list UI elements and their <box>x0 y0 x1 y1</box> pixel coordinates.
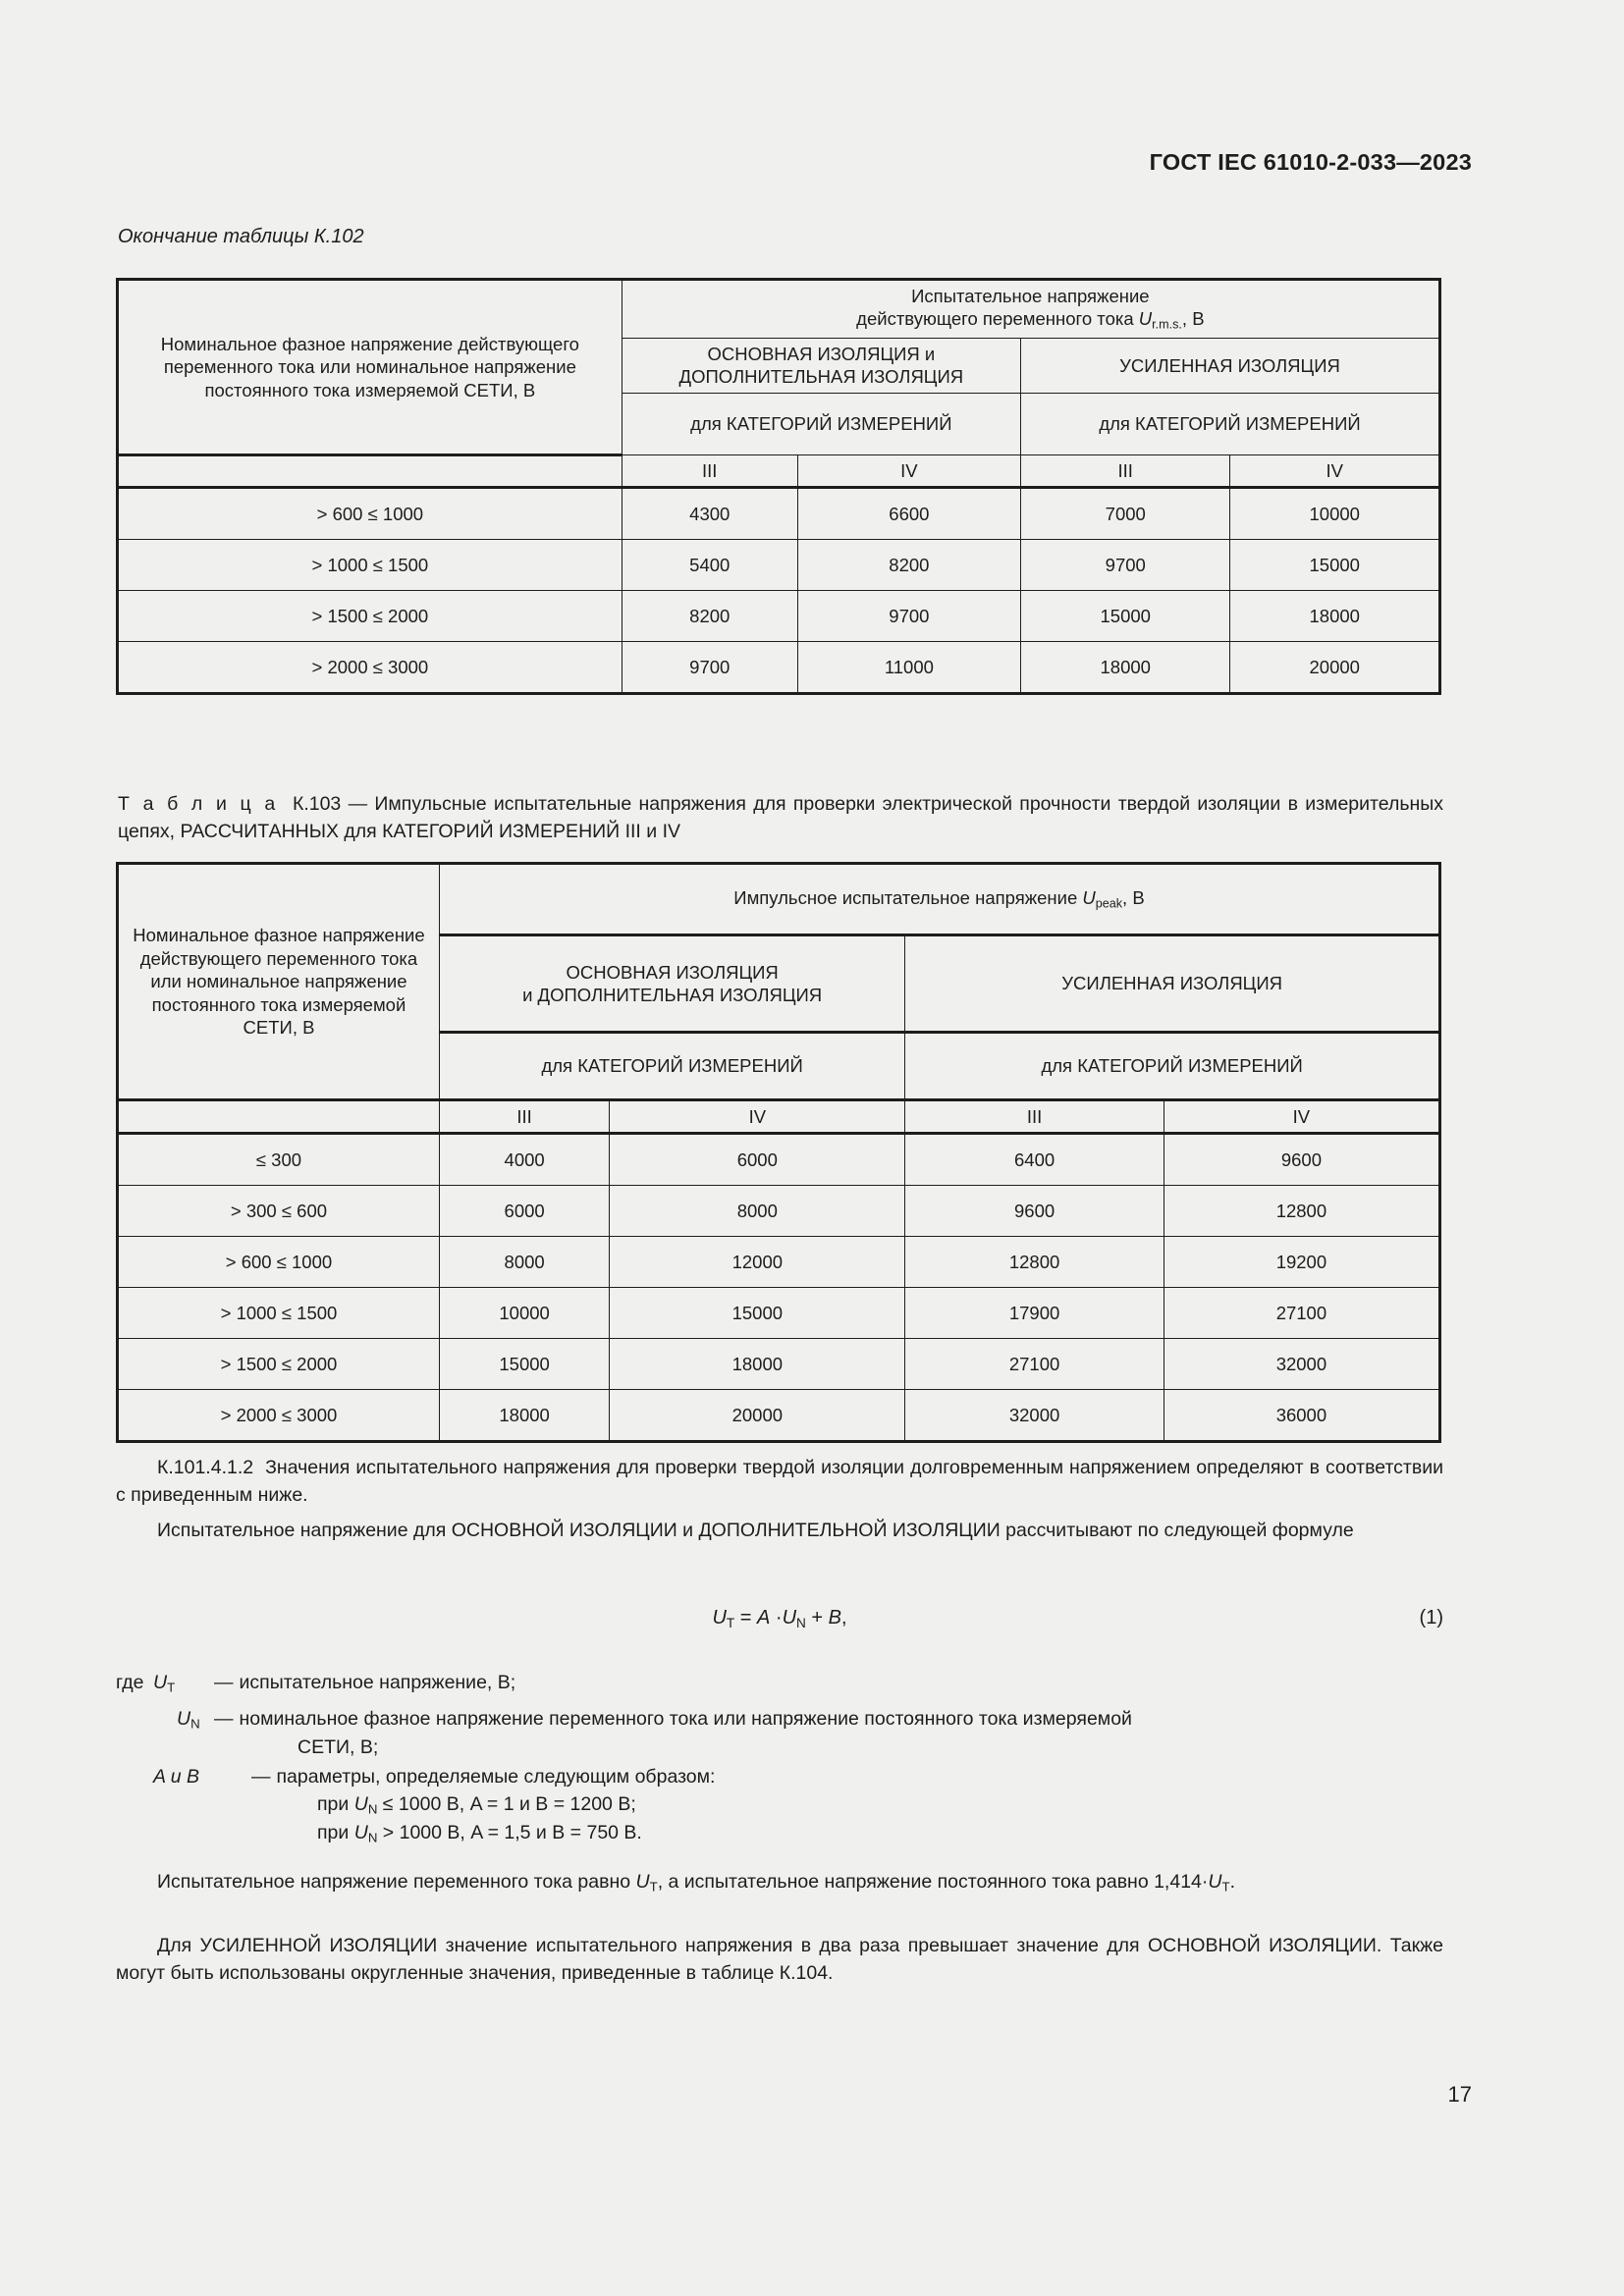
definition-ut-symbol-sub: T <box>167 1680 176 1695</box>
definition-un-text-continued: СЕТИ, В; <box>298 1735 379 1758</box>
k103-row-3-value-0: 10000 <box>439 1288 609 1339</box>
k103-row-3-value-3: 27100 <box>1164 1288 1439 1339</box>
k102-row-0-value-2: 7000 <box>1021 488 1230 540</box>
clause-paragraph-3-symbol-2-sub: T <box>1221 1879 1230 1895</box>
clause-paragraph-3-symbol-1: U <box>635 1871 650 1893</box>
k102-row-1-value-2: 9700 <box>1021 540 1230 591</box>
k103-category-col-3: III <box>905 1100 1164 1134</box>
clause-paragraph-1-text <box>116 1454 1443 1509</box>
k102-group-basic-line1: ОСНОВНАЯ ИЗОЛЯЦИЯ и <box>707 343 936 364</box>
k102-row-0-value-3: 10000 <box>1230 488 1440 540</box>
k102-row-0-value-1: 6600 <box>797 488 1020 540</box>
definition-ab-case-2-pre: при <box>317 1822 354 1844</box>
definition-un-symbol <box>153 1705 214 1734</box>
k102-category-col-3: III <box>1021 454 1230 487</box>
k102-spanning-header-symbol: U <box>1138 308 1153 330</box>
k102-row-0-range: > 600 ≤ 1000 <box>118 488 623 540</box>
clause-paragraph-2-text: Испытательное напряжение для ОСНОВНОЙ ИЗОЛЯЦИИ и ДОПОЛНИТЕЛЬНОЙ ИЗОЛЯЦИИ рассчитывают по следующей формуле <box>157 1520 1354 1541</box>
clause-paragraph-4 <box>116 1932 1443 1987</box>
definition-ab-case-1-symbol: U <box>353 1793 368 1816</box>
k103-spanning-header-pre: Импульсное испытательное напряжение <box>733 886 1083 908</box>
table-row <box>118 642 1440 694</box>
k102-row-3-range: > 2000 ≤ 3000 <box>118 642 623 694</box>
definition-ab-case-2-symbol: U <box>353 1822 368 1844</box>
definition-ab <box>116 1761 1443 1790</box>
table-k103-caption-dash: — <box>348 793 368 815</box>
k102-row-1-range: > 1000 ≤ 1500 <box>118 540 623 591</box>
k103-row-0-range: ≤ 300 <box>118 1134 440 1186</box>
k102-category-col-4: IV <box>1230 454 1440 487</box>
k103-category-col-2: IV <box>610 1100 905 1134</box>
k103-row-4-range: > 1500 ≤ 2000 <box>118 1339 440 1390</box>
clause-paragraph-3-symbol-2: U <box>1208 1871 1222 1893</box>
k103-row-0-value-3: 9600 <box>1164 1134 1439 1186</box>
k102-row-header-label: Номинальное фазное напряжение действующего переменного тока или номинальное напряжение постоянного тока измеряемой СЕТИ, В <box>118 280 623 455</box>
k102-row-1-value-0: 5400 <box>622 540 797 591</box>
k102-row-2-value-2: 15000 <box>1021 591 1230 642</box>
clause-paragraph-3-part-a: Испытательное напряжение переменного тока равно <box>157 1871 636 1893</box>
formula-row <box>116 1607 1443 1630</box>
k103-row-3-value-1: 15000 <box>610 1288 905 1339</box>
k103-row-2-value-1: 12000 <box>610 1237 905 1288</box>
k102-categories-right: для КАТЕГОРИЙ ИЗМЕРЕНИЙ <box>1021 393 1440 454</box>
k102-spanning-header-symbol-sub: r.m.s. <box>1152 318 1182 332</box>
k103-row-4-value-1: 18000 <box>610 1339 905 1390</box>
k102-row-3-value-1: 11000 <box>797 642 1020 694</box>
clause-paragraph-4-text: Для УСИЛЕННОЙ ИЗОЛЯЦИИ значение испытательного напряжения в два раза превышает значение для ОСНОВНОЙ ИЗОЛЯЦИИ. Также могут быть использованы округленные значения, приведенные в таблице К.104. <box>116 1935 1443 1985</box>
formula-symbol-b: B <box>828 1607 841 1629</box>
k103-group-basic <box>439 935 904 1033</box>
k103-row-0-value-0: 4000 <box>439 1134 609 1186</box>
definition-ab-case-1-sub: N <box>367 1802 378 1818</box>
table-k103-caption-number: К.103 <box>292 793 342 815</box>
definition-ab-dash: — <box>251 1766 271 1789</box>
k103-group-basic-line2: и ДОПОЛНИТЕЛЬНАЯ ИЗОЛЯЦИЯ <box>522 985 823 1005</box>
table-k102 <box>116 278 1441 695</box>
k103-corner-blank <box>118 1100 440 1134</box>
table-row <box>118 1390 1440 1442</box>
formula-expression: $U_T = A \cdot U_N + B$, <box>712 1607 847 1630</box>
table-k103 <box>116 862 1441 1443</box>
k103-row-5-value-0: 18000 <box>439 1390 609 1442</box>
k102-category-col-1: III <box>622 454 797 487</box>
k103-row-1-value-2: 9600 <box>905 1186 1164 1237</box>
k103-category-col-4: IV <box>1164 1100 1439 1134</box>
formula-number: (1) <box>1419 1607 1443 1629</box>
definition-ab-symbol: A и B <box>153 1766 199 1789</box>
k102-categories-left: для КАТЕГОРИЙ ИЗМЕРЕНИЙ <box>622 393 1020 454</box>
definition-ab-text: параметры, определяемые следующим образом: <box>276 1766 716 1789</box>
k103-row-5-value-1: 20000 <box>610 1390 905 1442</box>
where-label: где <box>116 1672 144 1693</box>
table-row <box>118 488 1440 540</box>
k102-row-1-value-1: 8200 <box>797 540 1020 591</box>
k103-spanning-header-symbol-sub: peak <box>1095 896 1123 911</box>
table-row <box>118 1237 1440 1288</box>
k103-row-3-range: > 1000 ≤ 1500 <box>118 1288 440 1339</box>
k102-row-2-range: > 1500 ≤ 2000 <box>118 591 623 642</box>
k103-spanning-header <box>439 864 1439 935</box>
k103-row-2-value-0: 8000 <box>439 1237 609 1288</box>
definition-ab-case-1-pre: при <box>317 1793 354 1816</box>
formula-symbol-ut: U <box>712 1607 727 1629</box>
k102-corner-blank <box>118 454 623 487</box>
k103-row-0-value-2: 6400 <box>905 1134 1164 1186</box>
definition-ab-case-2 <box>116 1819 1443 1847</box>
k103-row-2-range: > 600 ≤ 1000 <box>118 1237 440 1288</box>
table-row <box>118 1186 1440 1237</box>
clause-paragraph-3-symbol-1-sub: T <box>649 1879 658 1895</box>
k102-row-3-value-2: 18000 <box>1021 642 1230 694</box>
table-row <box>118 864 1440 935</box>
k103-spanning-header-post: , В <box>1122 886 1145 908</box>
k103-row-3-value-2: 17900 <box>905 1288 1164 1339</box>
k102-spanning-header-line2-pre: действующего переменного тока <box>856 308 1139 330</box>
definition-un-dash: — <box>214 1707 234 1730</box>
definition-ut <box>116 1669 1443 1697</box>
k102-row-2-value-3: 18000 <box>1230 591 1440 642</box>
clause-paragraph-1 <box>116 1454 1443 1509</box>
definition-ut-dash: — <box>214 1672 234 1693</box>
definition-ab-case-1 <box>116 1790 1443 1819</box>
table-row <box>118 1134 1440 1186</box>
table-row <box>118 280 1440 339</box>
clause-paragraph-3-part-c: . <box>1229 1871 1235 1893</box>
table-row <box>118 1100 1440 1134</box>
clause-paragraph-2 <box>116 1517 1443 1544</box>
k102-row-1-value-3: 15000 <box>1230 540 1440 591</box>
clause-paragraph-3 <box>116 1868 1443 1896</box>
table-row <box>118 1339 1440 1390</box>
k102-spanning-header-line2-post: , В <box>1181 308 1205 330</box>
table-row <box>118 454 1440 487</box>
definition-ut-text: испытательное напряжение, В; <box>239 1672 516 1693</box>
k102-row-3-value-3: 20000 <box>1230 642 1440 694</box>
formula-symbol-a: A <box>757 1607 771 1629</box>
k103-group-basic-line1: ОСНОВНАЯ ИЗОЛЯЦИЯ <box>566 961 779 983</box>
definition-un-symbol-sub: N <box>190 1716 200 1732</box>
k102-category-col-2: IV <box>797 454 1020 487</box>
k103-row-1-value-0: 6000 <box>439 1186 609 1237</box>
formula-symbol-un: U <box>782 1607 797 1629</box>
definition-ab-case-2-post: > 1000 В, A = 1,5 и B = 750 В. <box>377 1822 642 1844</box>
k103-group-reinforced: УСИЛЕННАЯ ИЗОЛЯЦИЯ <box>905 935 1440 1033</box>
definition-ut-symbol <box>153 1669 214 1697</box>
definition-ab-case-2-sub: N <box>367 1831 378 1846</box>
table-k103-caption <box>118 790 1443 846</box>
clause-paragraph-3-text <box>116 1868 1443 1896</box>
k103-categories-left: для КАТЕГОРИЙ ИЗМЕРЕНИЙ <box>439 1033 904 1100</box>
definition-un <box>116 1697 1443 1734</box>
k103-row-5-value-3: 36000 <box>1164 1390 1439 1442</box>
k102-row-3-value-0: 9700 <box>622 642 797 694</box>
k103-row-4-value-0: 15000 <box>439 1339 609 1390</box>
k103-row-5-value-2: 32000 <box>905 1390 1164 1442</box>
k103-row-5-range: > 2000 ≤ 3000 <box>118 1390 440 1442</box>
k103-spanning-header-symbol: U <box>1082 886 1096 908</box>
k103-row-1-range: > 300 ≤ 600 <box>118 1186 440 1237</box>
definition-un-text: номинальное фазное напряжение переменного тока или напряжение постоянного тока измеряемой <box>239 1707 1132 1730</box>
k103-row-2-value-3: 19200 <box>1164 1237 1439 1288</box>
clause-paragraph-1-body: Значения испытательного напряжения для проверки твердой изоляции долговременным напряжением определяют в соответствии с приведенным ниже. <box>116 1457 1443 1507</box>
definition-un-symbol-base: U <box>177 1707 191 1730</box>
k103-categories-right: для КАТЕГОРИЙ ИЗМЕРЕНИЙ <box>905 1033 1440 1100</box>
k102-row-2-value-0: 8200 <box>622 591 797 642</box>
page-number: 17 <box>1447 2082 1472 2107</box>
table-row <box>118 540 1440 591</box>
k103-row-4-value-2: 27100 <box>905 1339 1164 1390</box>
formula-definitions <box>116 1669 1443 1847</box>
formula-symbol-un-sub: N <box>796 1615 806 1630</box>
clause-paragraph-3-part-b: , а испытательное напряжение постоянного тока равно 1,414· <box>657 1871 1209 1893</box>
k102-spanning-header <box>622 280 1439 339</box>
formula-symbol-ut-sub: T <box>726 1615 735 1630</box>
table-k103-caption-lead: Т а б л и ц а <box>118 793 279 815</box>
clause-number: К.101.4.1.2 <box>157 1457 254 1478</box>
k103-row-2-value-2: 12800 <box>905 1237 1164 1288</box>
document-standard-header: ГОСТ IEC 61010-2-033—2023 <box>1149 149 1472 175</box>
table-continuation-caption: Окончание таблицы К.102 <box>118 226 364 247</box>
k102-row-2-value-1: 9700 <box>797 591 1020 642</box>
k102-group-reinforced: УСИЛЕННАЯ ИЗОЛЯЦИЯ <box>1021 338 1440 393</box>
k103-row-0-value-1: 6000 <box>610 1134 905 1186</box>
table-row <box>118 1288 1440 1339</box>
k102-group-basic-line2: ДОПОЛНИТЕЛЬНАЯ ИЗОЛЯЦИЯ <box>678 366 964 388</box>
k103-row-1-value-3: 12800 <box>1164 1186 1439 1237</box>
k102-group-basic <box>622 338 1020 393</box>
definition-ut-symbol-base: U <box>153 1672 168 1693</box>
k103-row-1-value-1: 8000 <box>610 1186 905 1237</box>
k102-spanning-header-line1: Испытательное напряжение <box>911 286 1150 306</box>
k103-row-4-value-3: 32000 <box>1164 1339 1439 1390</box>
k102-row-0-value-0: 4300 <box>622 488 797 540</box>
table-k103-caption-text: Импульсные испытательные напряжения для проверки электрической прочности твердой изоляции в измерительных цепях, РАССЧИТАННЫХ для КАТЕГОРИЙ ИЗМЕРЕНИЙ III и IV <box>118 793 1444 843</box>
definition-ab-case-1-post: ≤ 1000 В, A = 1 и B = 1200 В; <box>377 1793 636 1816</box>
k103-category-col-1: III <box>439 1100 609 1134</box>
k103-row-header-label: Номинальное фазное напряжение действующего переменного тока или номинальное напряжение постоянного тока измеряемой СЕТИ, В <box>118 864 440 1100</box>
table-row <box>118 591 1440 642</box>
